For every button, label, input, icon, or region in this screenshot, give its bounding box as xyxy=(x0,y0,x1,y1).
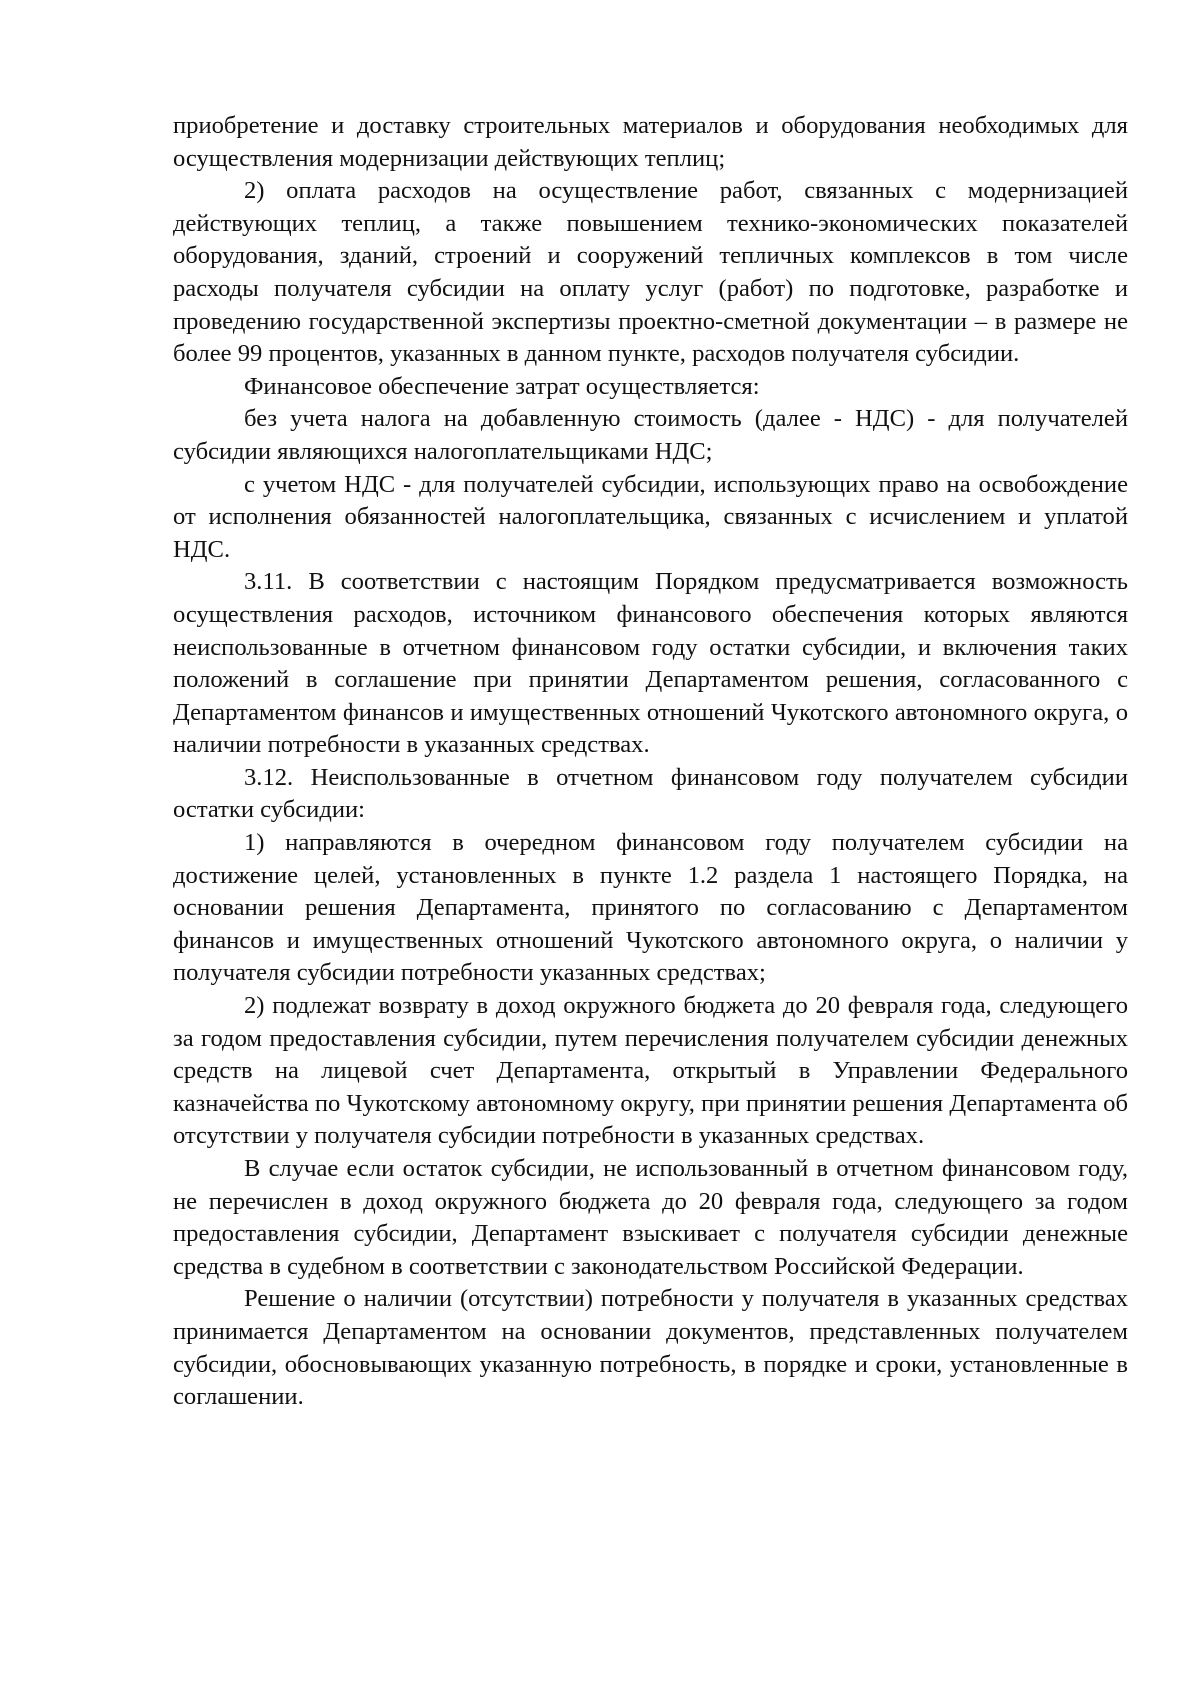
document-body xyxy=(173,110,1128,1414)
paragraph-3-11: 3.11. В соответствии с настоящим Порядком предусматривается возможность осуществления расходов, источником финансового обеспечения которых являются неиспользованные в отчетном финансовом году остатки субсидии, и включения таких положений в соглашение при принятии Департаментом решения, согласованного с Департаментом финансов и имущественных отношений Чукотского автономного округа, о наличии потребности в указанных средствах. xyxy=(173,568,1128,759)
paragraph-3-12-item-2: 2) подлежат возврату в доход окружного бюджета до 20 февраля года, следующего за годом предоставления субсидии, путем перечисления получателем субсидии денежных средств на лицевой счет Департамента, открытый в Управлении Федерального казначейства по Чукотскому автономному округу, при принятии решения Департамента об отсутствии у получателя субсидии потребности в указанных средствах. xyxy=(173,992,1128,1150)
paragraph-3-12-item-1: 1) направляются в очередном финансовом году получателем субсидии на достижение целей, установленных в пункте 1.2 раздела 1 настоящего Порядка, на основании решения Департамента, принятого по согласованию с Департаментом финансов и имущественных отношений Чукотского автономного округа, о наличии у получателя субсидии потребности указанных средствах; xyxy=(173,829,1128,987)
paragraph-materials: приобретение и доставку строительных материалов и оборудования необходимых для осуществления модернизации действующих теплиц; xyxy=(173,112,1128,172)
paragraph-with-vat: с учетом НДС - для получателей субсидии, использующих право на освобождение от исполнения обязанностей налогоплательщика, связанных с исчислением и уплатой НДС. xyxy=(173,470,1128,563)
paragraph-decision: Решение о наличии (отсутствии) потребности у получателя в указанных средствах принимается Департаментом на основании документов, представленных получателем субсидии, обосновывающих указанную потребность, в порядке и сроки, установленные в соглашении. xyxy=(173,1285,1128,1411)
paragraph-without-vat: без учета налога на добавленную стоимость (далее - НДС) - для получателей субсидии являющихся налогоплательщиками НДС; xyxy=(173,405,1128,465)
paragraph-item-2-expenses: 2) оплата расходов на осуществление работ, связанных с модернизацией действующих теплиц, а также повышением технико-экономических показателей оборудования, зданий, строений и сооружений тепличных комплексов в том числе расходы получателя субсидии на оплату услуг (работ) по подготовке, разработке и проведению государственной экспертизы проектно-сметной документации – в размере не более 99 процентов, указанных в данном пункте, расходов получателя субсидии. xyxy=(173,177,1128,368)
paragraph-financing-intro: Финансовое обеспечение затрат осуществляется: xyxy=(244,372,760,400)
paragraph-3-12: 3.12. Неиспользованные в отчетном финансовом году получателем субсидии остатки субсидии: xyxy=(173,763,1128,824)
paragraph-recovery: В случае если остаток субсидии, не использованный в отчетном финансовом году, не перечислен в доход окружного бюджета до 20 февраля года, следующего за годом предоставления субсидии, Департамент взыскивает с получателя субсидии денежные средства в судебном в соответствии с законодательством Российской Федерации. xyxy=(173,1155,1128,1280)
